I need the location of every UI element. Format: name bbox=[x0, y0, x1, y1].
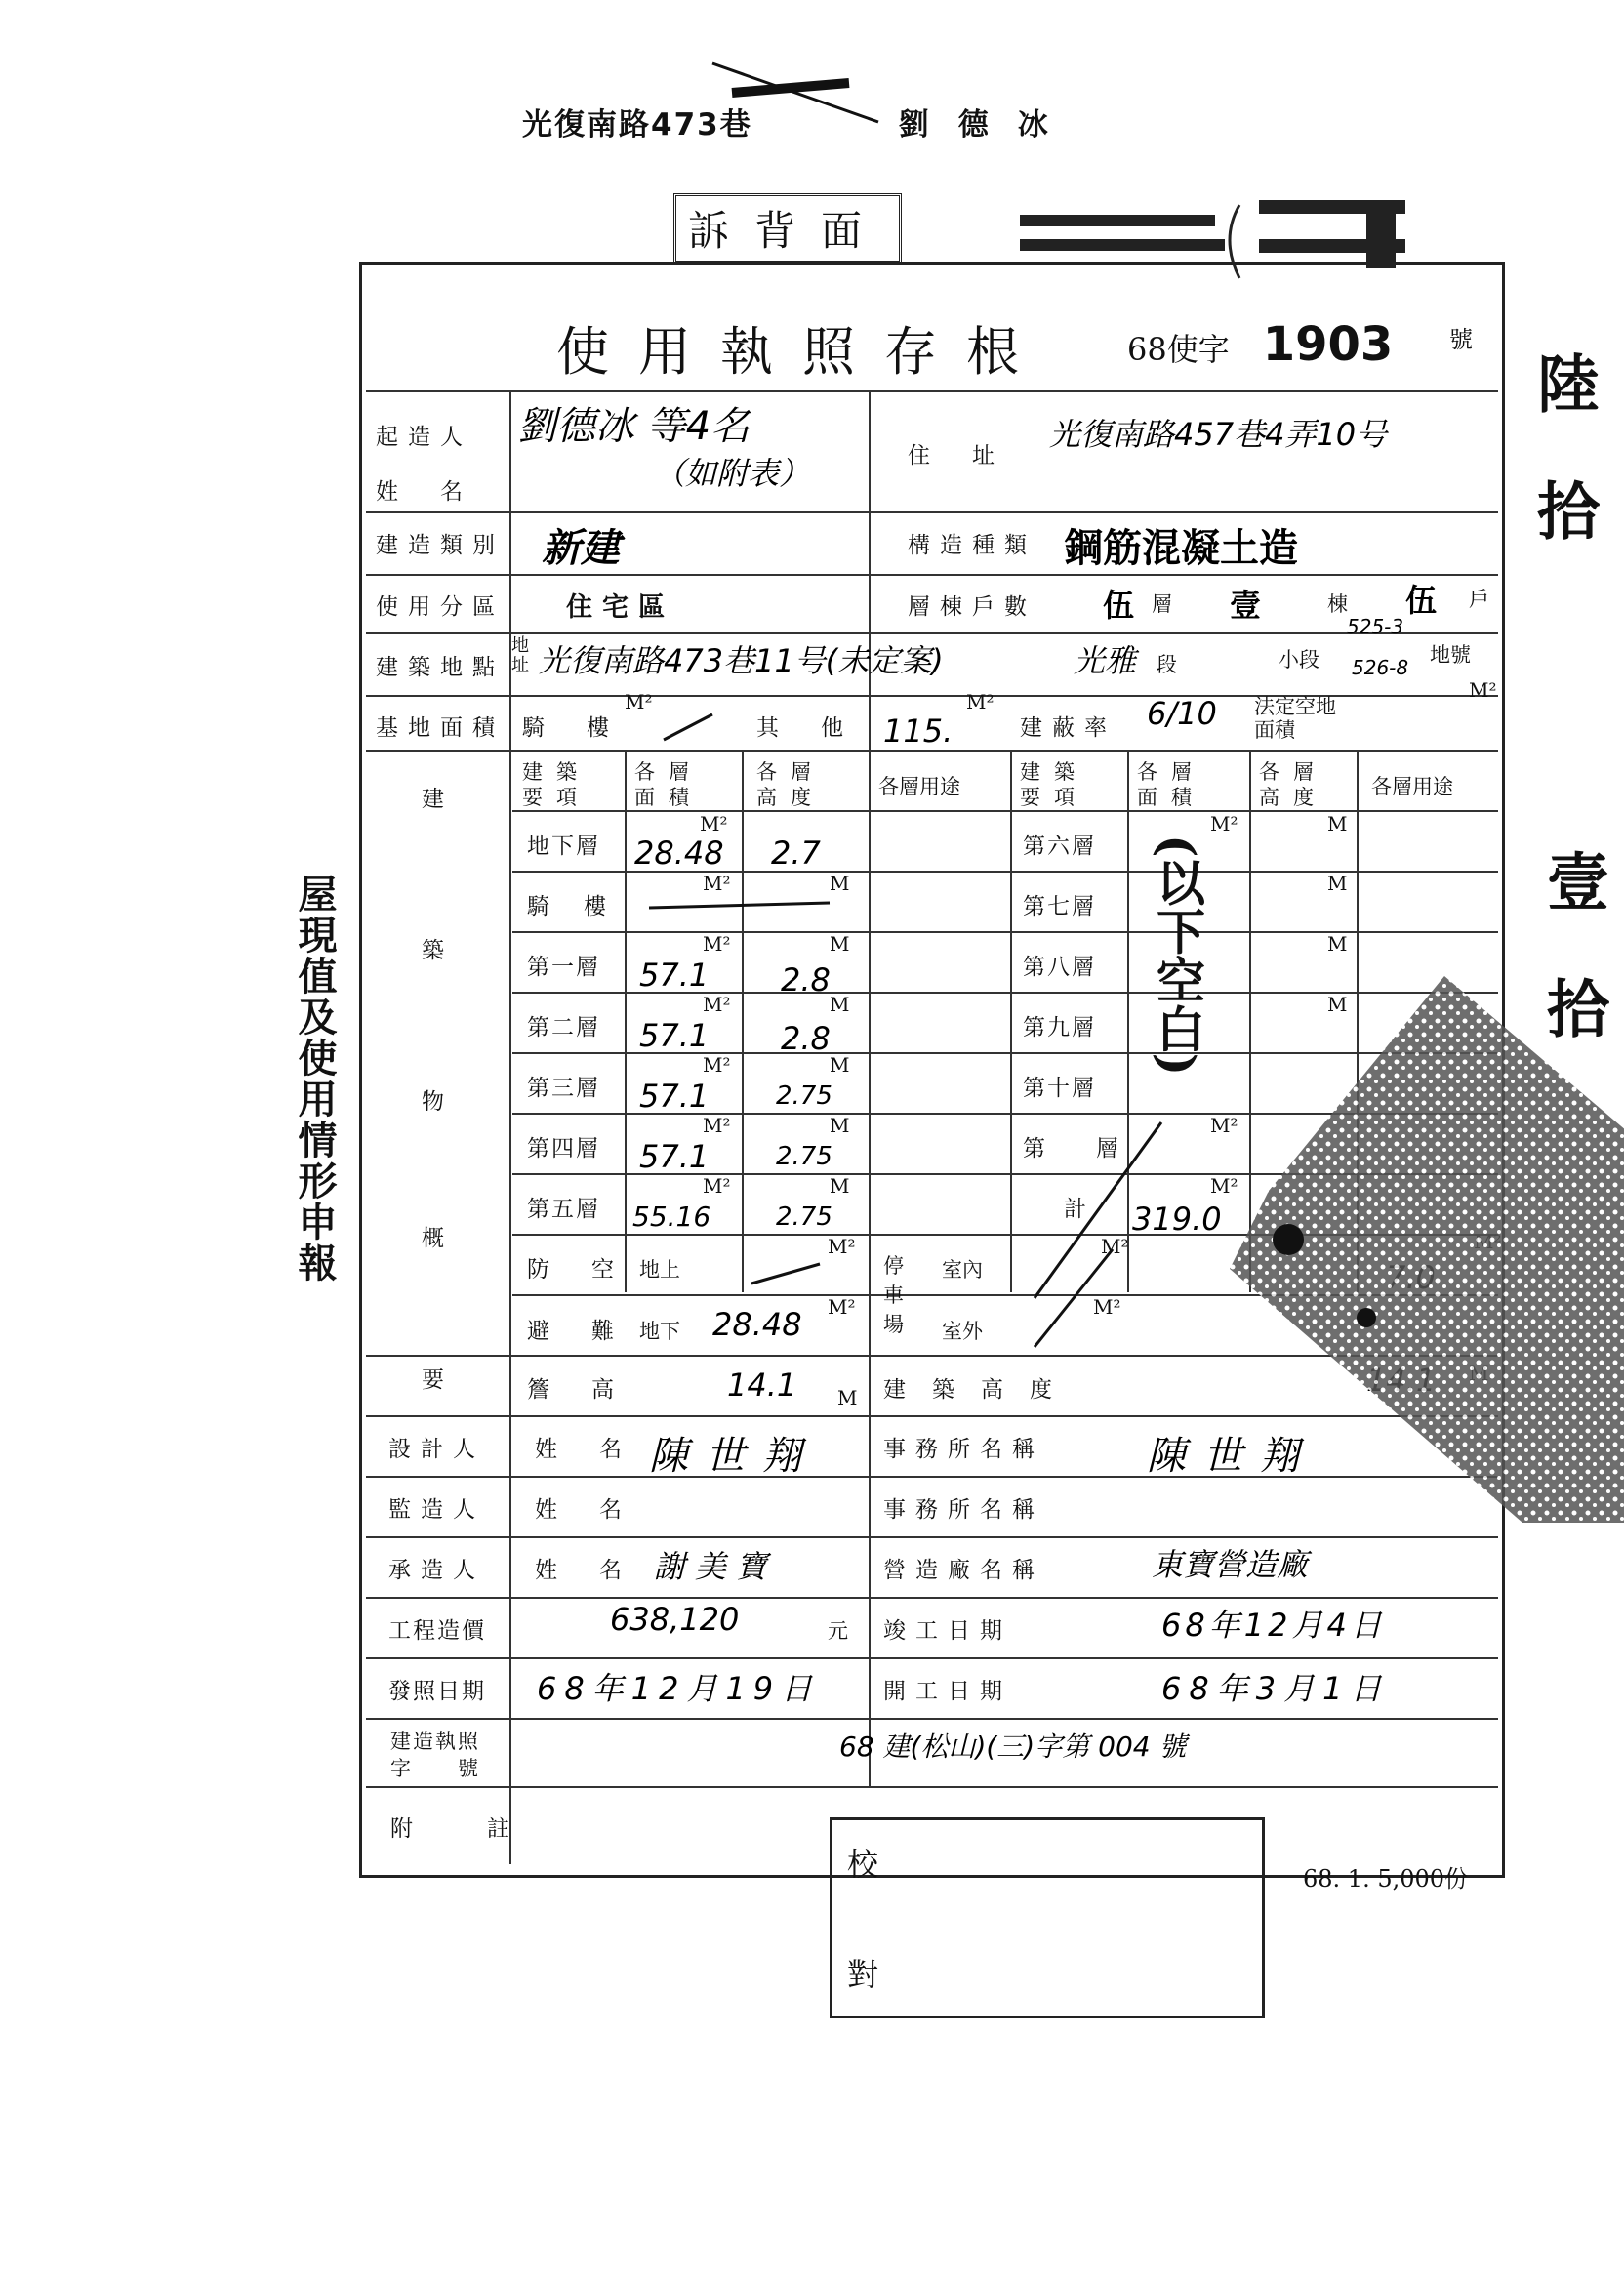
right-edge-char: 拾 bbox=[1526, 478, 1600, 541]
label-office-1: 事務所名稱 bbox=[883, 1437, 1044, 1462]
label-f4: 第四層 bbox=[527, 1136, 600, 1161]
value-start-date: 68年3月1日 bbox=[1161, 1670, 1390, 1707]
unit-m2: M² bbox=[966, 690, 995, 713]
value-f3-area: 57.1 bbox=[639, 1078, 710, 1115]
label-office-2: 事務所名稱 bbox=[883, 1497, 1044, 1523]
label-coverage: 建蔽率 bbox=[1020, 715, 1116, 741]
header-use: 各層用途 bbox=[878, 775, 960, 798]
label-supervisor: 監造人 bbox=[388, 1497, 485, 1523]
label-cost: 工程造價 bbox=[388, 1618, 486, 1644]
value-floors-unit: 層 bbox=[1152, 592, 1172, 616]
value-builder-note: （如附表） bbox=[654, 455, 811, 492]
value-struct: 鋼筋混凝土造 bbox=[1064, 526, 1298, 571]
handwritten-lines-icon bbox=[644, 693, 1327, 1357]
label-shelter-1: 防 空 bbox=[527, 1257, 624, 1283]
unit-m: M bbox=[830, 1174, 850, 1198]
unit-m: M bbox=[1327, 812, 1348, 835]
header-address: 光復南路473巷 bbox=[522, 107, 752, 143]
value-f5-area: 55.16 bbox=[632, 1201, 711, 1233]
label-address: 住 址 bbox=[908, 443, 1004, 469]
label-land-area: 基地面積 bbox=[376, 715, 505, 741]
unit-m2: M² bbox=[703, 1174, 731, 1198]
value-contractor: 謝美寶 bbox=[654, 1548, 778, 1585]
label-f10: 第十層 bbox=[1023, 1076, 1096, 1101]
label-addr-prefix: 地址 bbox=[511, 635, 529, 675]
label-basement: 地下層 bbox=[527, 834, 600, 859]
reverse-side-stamp: 訴背面 bbox=[673, 193, 902, 264]
unit-m2: M² bbox=[1093, 1295, 1121, 1319]
permit-char: 使字 bbox=[1166, 331, 1230, 368]
label-floors: 層棟戶數 bbox=[908, 594, 1036, 620]
value-cost: 638,120 bbox=[610, 1601, 740, 1638]
row-line bbox=[366, 574, 1498, 576]
right-edge-char: 陸 bbox=[1526, 351, 1600, 414]
row-line bbox=[366, 1597, 1498, 1599]
label-proof-1: 校 bbox=[847, 1846, 889, 1883]
value-done-date: 68年12月4日 bbox=[1161, 1607, 1386, 1644]
strike-mark-icon bbox=[703, 54, 888, 132]
side-label-a: 建 bbox=[422, 787, 454, 812]
label-indoor: 室內 bbox=[942, 1258, 983, 1282]
value-eave: 14.1 bbox=[727, 1366, 797, 1404]
label-f9: 第九層 bbox=[1023, 1015, 1096, 1040]
label-f3: 第三層 bbox=[527, 1076, 600, 1101]
value-bldg: 壹 bbox=[1230, 587, 1262, 624]
header-height: 各層高度 bbox=[756, 760, 825, 809]
value-coverage: 6/10 bbox=[1147, 695, 1217, 732]
value-bldg-unit: 棟 bbox=[1327, 592, 1348, 616]
label-other: 其 他 bbox=[756, 715, 853, 741]
value-f5-height: 2.75 bbox=[776, 1202, 832, 1232]
permit-suffix: 號 bbox=[1449, 326, 1473, 353]
label-done-date: 竣工日期 bbox=[883, 1618, 1012, 1644]
label-section: 段 bbox=[1157, 653, 1177, 676]
unit-m2: M² bbox=[1210, 812, 1238, 835]
value-f4-height: 2.75 bbox=[776, 1142, 832, 1171]
col-line bbox=[625, 750, 627, 1292]
unit-m2: M² bbox=[1469, 678, 1497, 702]
label-bheight: 建 築 高 度 bbox=[883, 1377, 1054, 1403]
label-designer: 設計人 bbox=[388, 1437, 485, 1462]
unit-m2: M² bbox=[703, 993, 731, 1016]
label-builder: 起造人 姓 名 bbox=[376, 425, 472, 505]
unit-m2: M² bbox=[703, 932, 731, 956]
label-lot-no: 地號 bbox=[1430, 643, 1471, 667]
unit-m2: M² bbox=[703, 872, 731, 895]
form-title: 使用執照存根 bbox=[556, 321, 1048, 383]
label-f6: 第六層 bbox=[1023, 834, 1096, 859]
label-name-3: 姓 名 bbox=[535, 1558, 631, 1583]
value-basement-area: 28.48 bbox=[634, 835, 724, 872]
label-open-space: 法定空地面積 bbox=[1254, 695, 1336, 742]
value-floors: 伍 bbox=[1103, 587, 1135, 624]
label-arcade: 騎 樓 bbox=[522, 715, 619, 741]
value-address: 光復南路457巷4弄10号 bbox=[1049, 416, 1388, 453]
unit-m2: M² bbox=[828, 1295, 856, 1319]
label-small-section: 小段 bbox=[1279, 648, 1320, 672]
header-use-2: 各層用途 bbox=[1371, 775, 1453, 798]
label-name-2: 姓 名 bbox=[535, 1497, 631, 1523]
unit-m: M bbox=[830, 993, 850, 1016]
unit-m: M bbox=[830, 1114, 850, 1137]
label-ground: 地上 bbox=[639, 1258, 680, 1282]
value-builder: 劉德冰 等4名 bbox=[517, 404, 751, 449]
label-fx: 第 層 bbox=[1023, 1136, 1120, 1161]
label-issue-date: 發照日期 bbox=[388, 1679, 486, 1704]
label-total: 計 bbox=[1064, 1197, 1096, 1222]
right-edge-char: 拾 bbox=[1536, 976, 1609, 1039]
label-under: 地下 bbox=[639, 1320, 680, 1343]
value-lot-1: 525-3 bbox=[1347, 615, 1404, 638]
value-f1-height: 2.8 bbox=[781, 961, 831, 998]
side-label-c: 物 bbox=[422, 1089, 454, 1115]
unit-m2: M² bbox=[703, 1053, 731, 1077]
value-other-area: 115. bbox=[883, 713, 954, 750]
value-build-type: 新建 bbox=[542, 526, 620, 571]
unit-m: M bbox=[830, 932, 850, 956]
header-height-2: 各層高度 bbox=[1259, 760, 1327, 809]
row-line bbox=[366, 1718, 1498, 1720]
value-f4-area: 57.1 bbox=[639, 1138, 710, 1175]
label-f7: 第七層 bbox=[1023, 894, 1096, 919]
proofreading-box bbox=[830, 1817, 1265, 2018]
label-eave: 簷 高 bbox=[527, 1377, 624, 1403]
unit-m2: M² bbox=[1210, 1114, 1238, 1137]
row-line bbox=[366, 632, 1498, 634]
value-issue-date: 68年12月19日 bbox=[537, 1670, 821, 1707]
header-owner: 劉德冰 bbox=[898, 107, 1077, 143]
value-site-section: 光雅 bbox=[1074, 642, 1137, 679]
header-item: 建築要項 bbox=[522, 760, 590, 809]
footer-print-note: 68. 1. 5,000份 bbox=[1303, 1865, 1469, 1893]
header-area: 各層面積 bbox=[634, 760, 703, 809]
unit-m2: M² bbox=[625, 690, 653, 713]
label-arcade-row: 騎 樓 bbox=[527, 894, 612, 919]
label-proof-2: 對 bbox=[847, 1956, 889, 1993]
label-parking: 停車場 bbox=[883, 1254, 904, 1336]
left-margin-note: 屋現值及使用情形申報 bbox=[292, 874, 338, 1284]
value-lot-2: 526-8 bbox=[1352, 656, 1409, 679]
permit-number bbox=[1127, 317, 1393, 372]
header-area-2: 各層面積 bbox=[1137, 760, 1205, 809]
row-line bbox=[366, 1786, 1498, 1788]
unit-m2: M² bbox=[828, 1235, 856, 1258]
label-permit-no: 建造執照 字 號 bbox=[390, 1730, 480, 1780]
label-contractor: 承造人 bbox=[388, 1558, 485, 1583]
label-factory: 營造廠名稱 bbox=[883, 1558, 1044, 1583]
label-start-date: 開工日期 bbox=[883, 1679, 1012, 1704]
label-yuan: 元 bbox=[828, 1619, 848, 1643]
value-f2-area: 57.1 bbox=[639, 1017, 710, 1054]
value-f3-height: 2.75 bbox=[776, 1081, 832, 1111]
value-site: 光復南路473巷11号(未定案) bbox=[539, 642, 944, 679]
label-remark: 附 註 bbox=[390, 1816, 519, 1842]
row-line bbox=[366, 1536, 1498, 1538]
value-zone: 住宅區 bbox=[566, 592, 674, 623]
header-item-2: 建築要項 bbox=[1020, 760, 1088, 809]
value-designer: 陳世翔 bbox=[649, 1434, 819, 1479]
ink-stamp-icon bbox=[1230, 976, 1624, 1523]
label-name-1: 姓 名 bbox=[535, 1437, 631, 1462]
label-build-type: 建造類別 bbox=[376, 533, 505, 558]
empty-note: (以下空白) bbox=[1149, 835, 1206, 1077]
label-site: 建築地點 bbox=[376, 655, 505, 680]
value-under-area: 28.48 bbox=[712, 1306, 802, 1343]
row-line bbox=[366, 511, 1498, 513]
value-f1-area: 57.1 bbox=[639, 957, 710, 994]
col-line bbox=[509, 390, 511, 1864]
label-zone: 使用分區 bbox=[376, 594, 505, 620]
unit-m: M bbox=[1327, 993, 1348, 1016]
unit-m2: M² bbox=[1101, 1235, 1129, 1258]
label-shelter-2: 避 難 bbox=[527, 1319, 624, 1344]
value-permit-no: 68 建(松山)(三)字第 004 號 bbox=[839, 1731, 1187, 1763]
value-total-area: 319.0 bbox=[1132, 1201, 1222, 1238]
label-outdoor: 室外 bbox=[942, 1320, 983, 1343]
unit-m: M bbox=[1327, 872, 1348, 895]
unit-m2: M² bbox=[703, 1114, 731, 1137]
unit-m: M bbox=[830, 872, 850, 895]
permit-year: 68 bbox=[1127, 331, 1167, 368]
side-label-d: 概 bbox=[422, 1226, 454, 1251]
side-label-b: 築 bbox=[422, 938, 454, 963]
row-line bbox=[366, 1657, 1498, 1659]
unit-m: M bbox=[837, 1386, 858, 1409]
right-edge-char: 壹 bbox=[1536, 849, 1609, 912]
value-units: 伍 bbox=[1405, 582, 1438, 619]
label-f2: 第二層 bbox=[527, 1015, 600, 1040]
value-factory: 東寶營造廠 bbox=[1152, 1546, 1309, 1583]
unit-m: M bbox=[830, 1053, 850, 1077]
unit-m2: M² bbox=[1210, 1174, 1238, 1198]
value-units-unit: 戶 bbox=[1469, 588, 1489, 611]
permit-number-value: 1903 bbox=[1262, 317, 1394, 372]
side-label-e: 要 bbox=[422, 1367, 454, 1393]
label-struct-type: 構造種類 bbox=[908, 533, 1036, 558]
unit-m: M bbox=[1327, 932, 1348, 956]
value-designer-office: 陳世翔 bbox=[1147, 1434, 1317, 1479]
value-f2-height: 2.8 bbox=[781, 1020, 831, 1057]
label-f1: 第一層 bbox=[527, 955, 600, 980]
unit-m2: M² bbox=[700, 812, 728, 835]
value-basement-height: 2.7 bbox=[771, 835, 821, 872]
label-f5: 第五層 bbox=[527, 1197, 600, 1222]
label-f8: 第八層 bbox=[1023, 955, 1096, 980]
row-line bbox=[366, 390, 1498, 392]
